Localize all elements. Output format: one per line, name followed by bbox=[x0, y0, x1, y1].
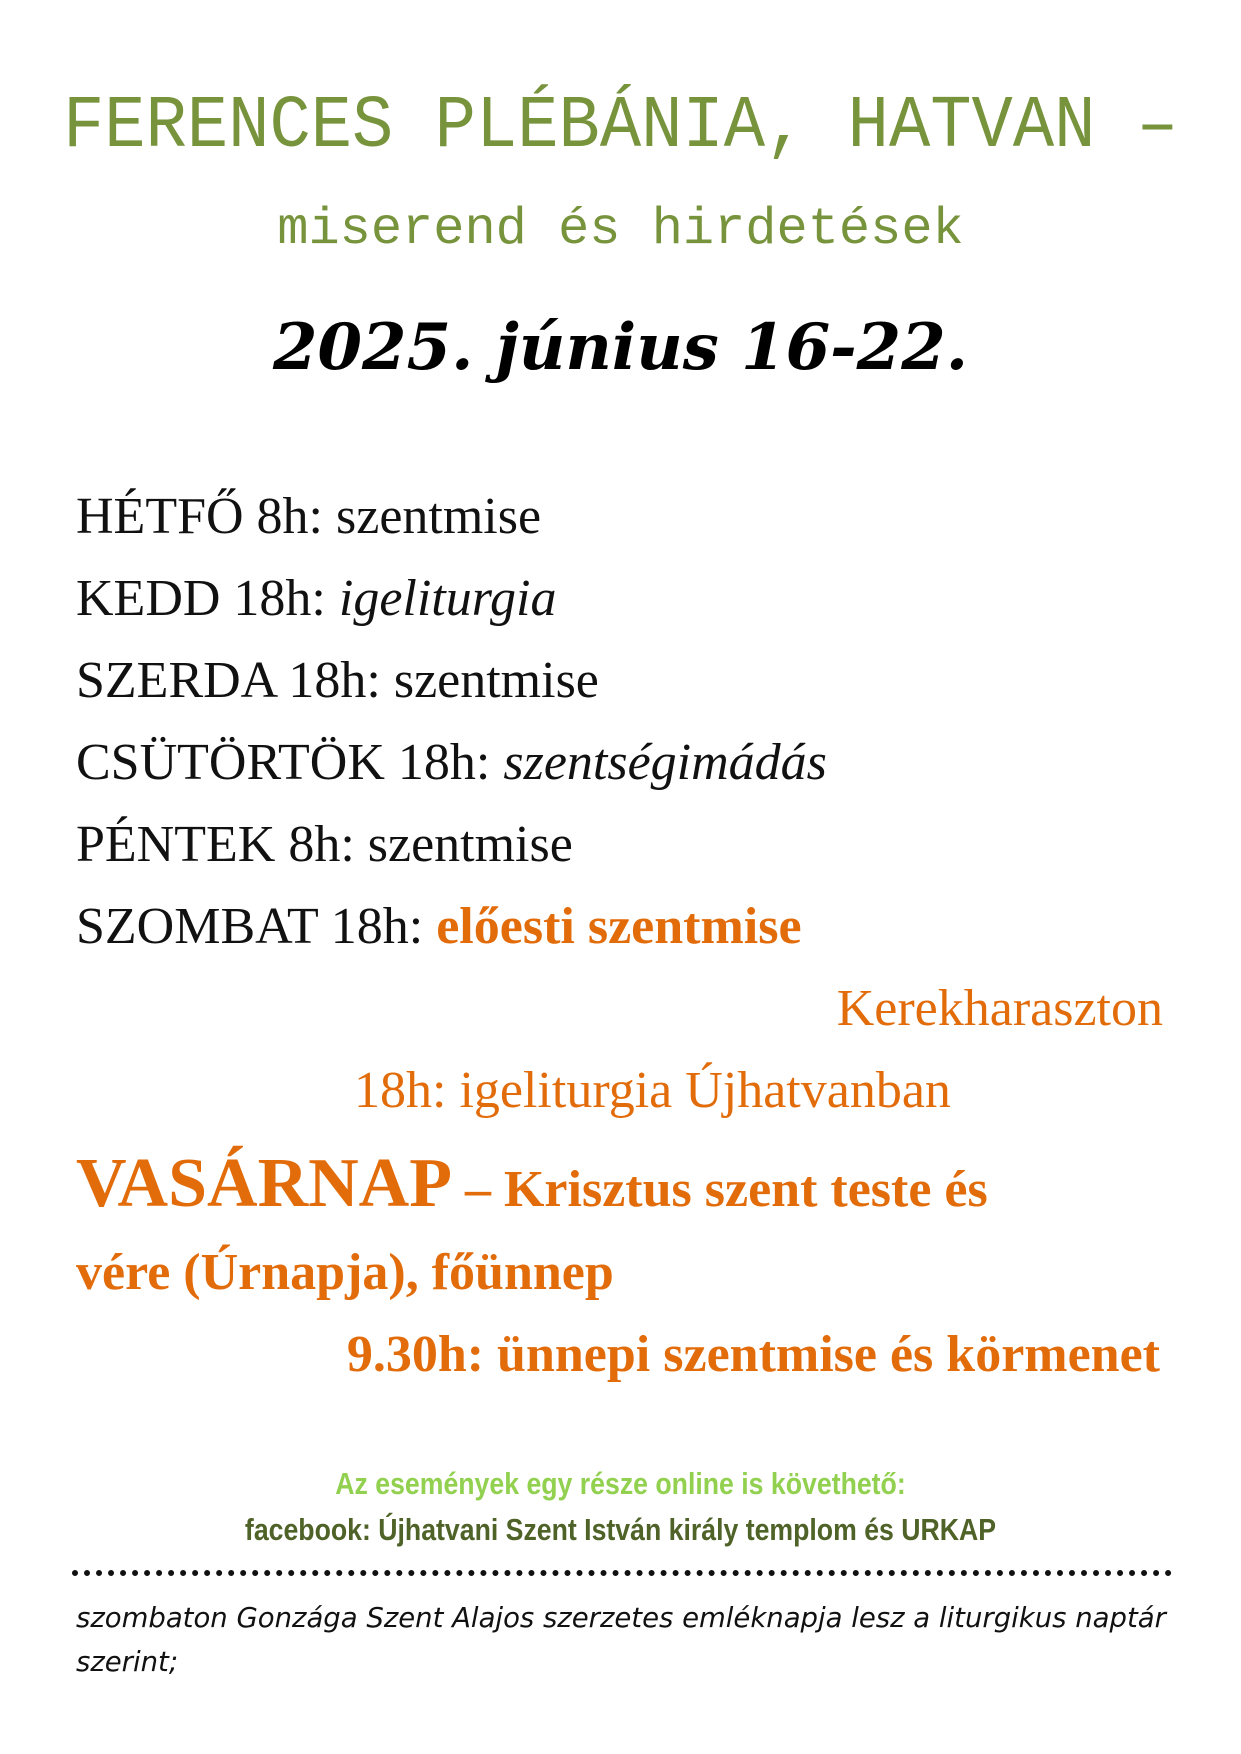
schedule-row-thursday bbox=[76, 730, 827, 796]
page-title: FERENCES PLÉBÁNIA, HATVAN – bbox=[62, 85, 1179, 169]
saturday-second-event: 18h: igeliturgia Újhatvanban bbox=[354, 1062, 951, 1119]
saturday-location: Kerekharaszton bbox=[836, 980, 1163, 1037]
page-subtitle: miserend és hirdetések bbox=[277, 200, 964, 259]
schedule-event: előesti szentmise bbox=[436, 898, 802, 955]
schedule-row-monday bbox=[76, 484, 541, 550]
schedule-day: KEDD 18h: bbox=[76, 570, 326, 627]
sunday-mass: 9.30h: ünnepi szentmise és körmenet bbox=[346, 1326, 1160, 1383]
online-notice: Az események egy része online is követhető: bbox=[335, 1466, 906, 1501]
sunday-day: VASÁRNAP bbox=[76, 1145, 452, 1222]
schedule-event: szentmise bbox=[336, 488, 542, 545]
footnote: szombaton Gonzága Szent Alajos szerzetes emléknapja lesz a liturgikus naptár szerint; bbox=[76, 1602, 1166, 1678]
schedule-row-wednesday bbox=[76, 648, 599, 714]
sunday-feast-line1: – Krisztus szent teste és bbox=[451, 1161, 988, 1218]
schedule-row-tuesday bbox=[76, 566, 557, 632]
schedule-row-friday bbox=[76, 812, 573, 878]
week-date: 2025. június 16-22. bbox=[272, 310, 969, 385]
schedule-event: szentségimádás bbox=[503, 734, 827, 791]
dotted-divider bbox=[72, 1570, 1172, 1576]
schedule-day: SZOMBAT 18h: bbox=[76, 898, 424, 955]
schedule-event: igeliturgia bbox=[338, 570, 557, 627]
schedule-day: SZERDA 18h: bbox=[76, 652, 381, 709]
sunday-feast-line2: vére (Úrnapja), főünnep bbox=[76, 1244, 614, 1301]
schedule-day: CSÜTÖRTÖK 18h: bbox=[76, 734, 491, 791]
schedule-event: szentmise bbox=[367, 816, 573, 873]
schedule-row-saturday bbox=[76, 894, 802, 960]
sunday-heading bbox=[76, 1140, 988, 1246]
schedule-day: HÉTFŐ 8h: bbox=[76, 488, 323, 545]
schedule-event: szentmise bbox=[393, 652, 599, 709]
schedule-day: PÉNTEK 8h: bbox=[76, 816, 355, 873]
facebook-notice: facebook: Újhatvani Szent István király templom és URKAP bbox=[244, 1512, 997, 1547]
